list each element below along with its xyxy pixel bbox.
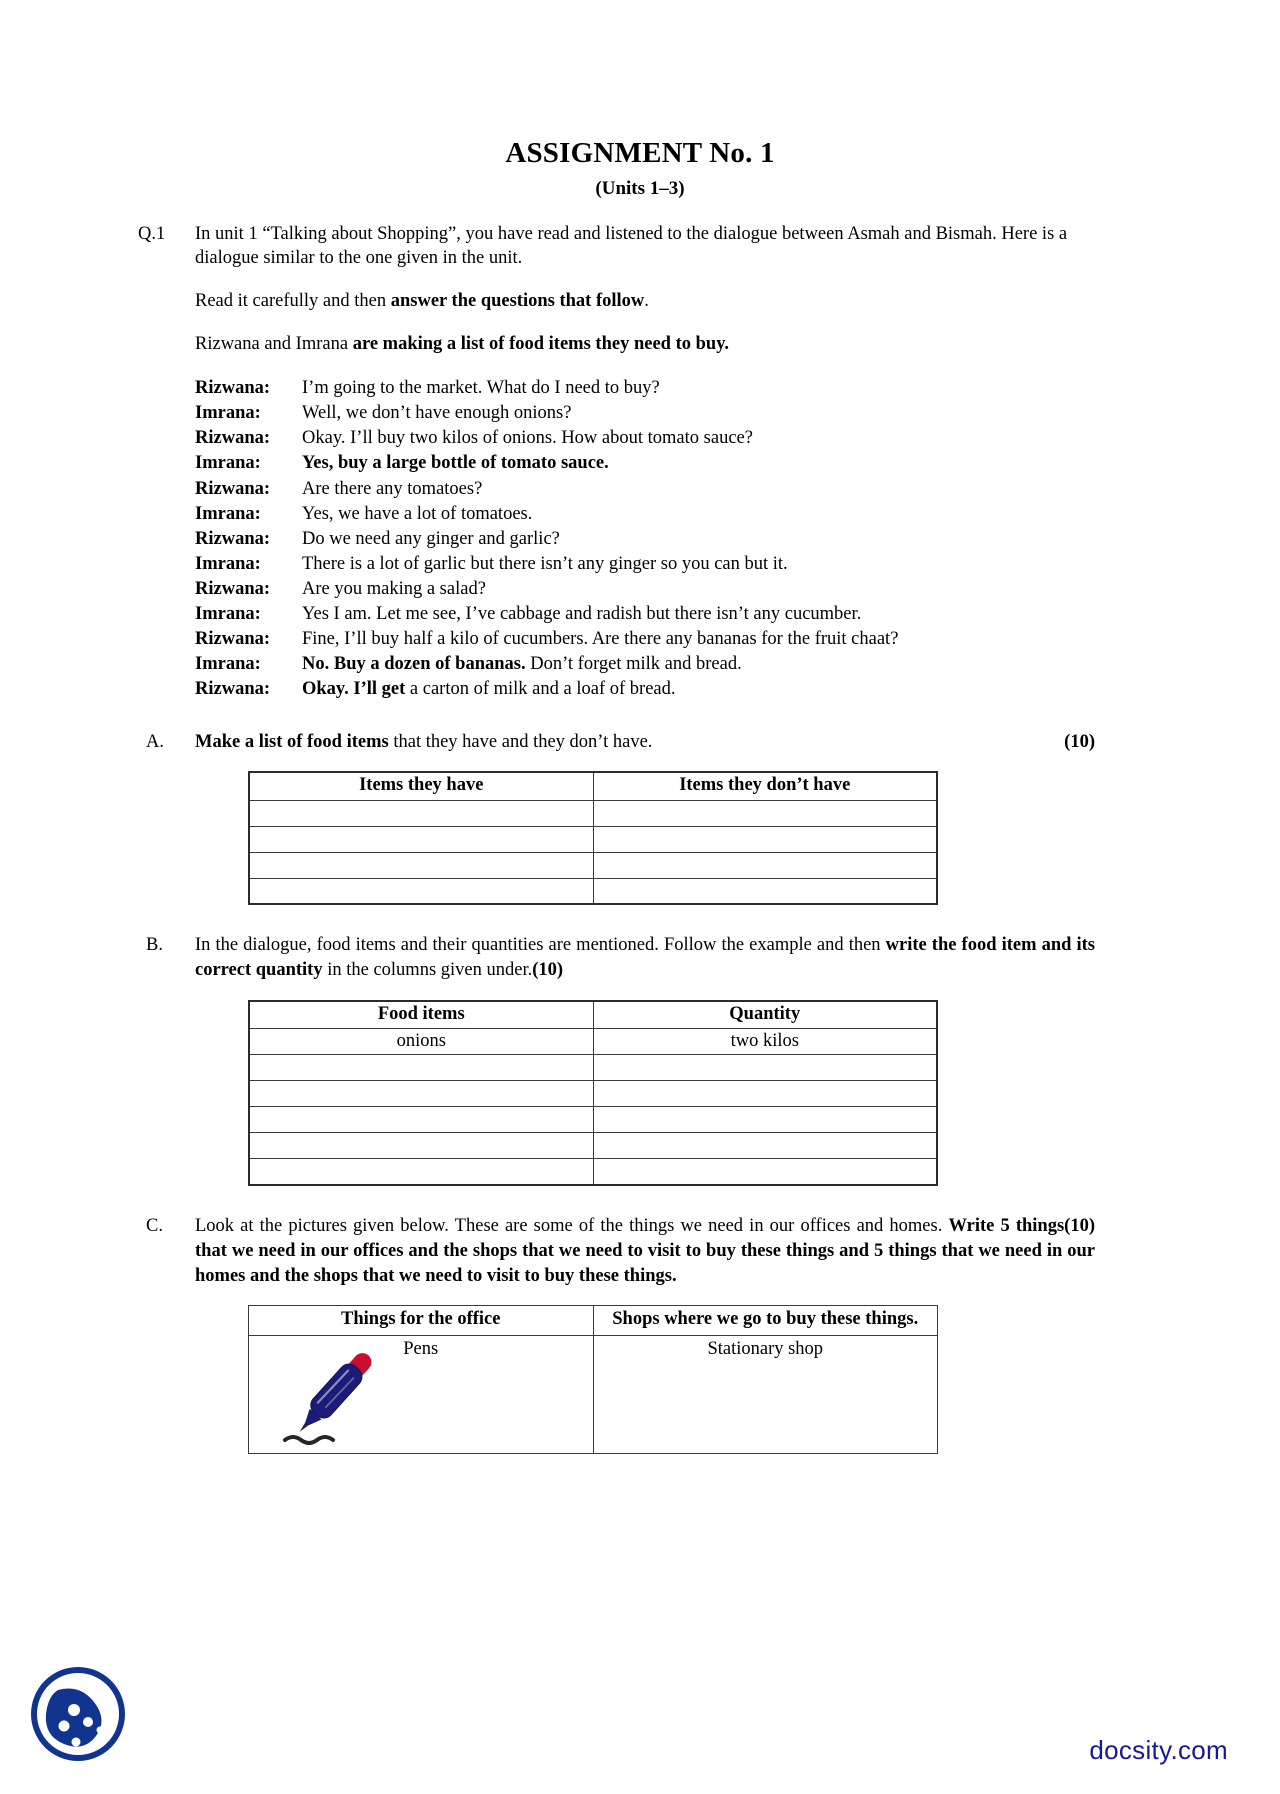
table-header-row [249, 1001, 937, 1029]
table-header-cell: Quantity [593, 1001, 937, 1029]
dialogue-line [195, 376, 1095, 401]
dialogue-text [302, 577, 1095, 602]
dialogue-text [302, 677, 1095, 702]
question-label: Q.1 [138, 223, 166, 244]
dialogue-line [195, 527, 1095, 552]
dialogue-line [195, 652, 1095, 677]
question-intro: In unit 1 “Talking about Shopping”, you have read and listened to the dialogue between Asmah and Bismah. Here is a dialogue similar to the one given in the unit. [195, 223, 1068, 269]
read-instruction-prefix: Read it carefully and then [195, 291, 391, 312]
dialogue-speaker: Imrana: [195, 403, 261, 424]
section-b-plain-tail: in the columns given under. [322, 960, 533, 981]
dialogue-speaker: Rizwana: [195, 679, 271, 700]
page-title: ASSIGNMENT No. 1 [505, 137, 775, 169]
dialogue-text [302, 527, 1095, 552]
dialogue-text-plain: Are you making a salad? [302, 578, 486, 599]
dialogue-line [195, 677, 1095, 702]
dialogue-speaker: Rizwana: [195, 478, 271, 499]
dialogue-text-plain: Yes, we have a lot of tomatoes. [302, 503, 533, 524]
table-header-row [249, 772, 937, 800]
section-a-marks: (10) [1064, 732, 1095, 753]
docsity-cookie-icon [28, 1664, 128, 1764]
dialogue-text [302, 602, 1095, 627]
items-table [248, 771, 938, 905]
question-row [138, 222, 1095, 271]
section-b-text [195, 933, 1095, 983]
table-cell[interactable] [249, 800, 593, 826]
dialogue-text-plain: Well, we don’t have enough onions? [302, 403, 572, 424]
dialogue-text-bold: Okay. I’ll get [302, 679, 406, 700]
dialogue-line [195, 552, 1095, 577]
section-c-marks: (10) [1064, 1215, 1095, 1236]
section-b [138, 933, 1095, 983]
dialogue-speaker: Imrana: [195, 603, 261, 624]
table-header-cell: Shops where we go to buy these things. [593, 1306, 938, 1336]
table-row [249, 1336, 938, 1454]
table-cell[interactable] [593, 1055, 937, 1081]
document-content [0, 222, 1280, 1454]
dialogue-line [195, 477, 1095, 502]
dialogue-line [195, 401, 1095, 426]
dialogue-text [302, 401, 1095, 426]
section-c-bold-body: Write 5 things that we need in our offices and the shops that we need to visit to buy these things and 5 things that we need in our homes and the shops that we need to visit to buy these things. [195, 1215, 1095, 1286]
dialogue-line [195, 451, 1095, 476]
table-cell[interactable] [593, 800, 937, 826]
page-subtitle: (Units 1–3) [595, 177, 685, 199]
table-header-cell: Items they don’t have [593, 772, 937, 800]
docsity-logo [28, 1664, 128, 1764]
read-instruction-bold: answer the questions that follow [390, 291, 645, 312]
dialogue-line [195, 577, 1095, 602]
table-cell[interactable] [593, 1107, 937, 1133]
section-b-bold-mid: write the food item and its correct quantity [195, 935, 1095, 981]
table-row [249, 1029, 937, 1055]
table-row [249, 826, 937, 852]
dialogue-text [302, 477, 1095, 502]
table-cell-shop[interactable]: Stationary shop [593, 1336, 938, 1454]
food-quantity-table [248, 1000, 938, 1186]
table-cell[interactable] [593, 1133, 937, 1159]
table-cell[interactable] [249, 852, 593, 878]
dialogue-line [195, 502, 1095, 527]
table-cell[interactable]: onions [249, 1029, 593, 1055]
dialogue-block [195, 376, 1095, 702]
dialogue-text [302, 502, 1095, 527]
docsity-watermark: docsity.com [1089, 1735, 1228, 1765]
table-row [249, 1081, 937, 1107]
read-instruction [195, 289, 1095, 314]
table-c-wrapper [248, 1305, 938, 1454]
table-header-cell: Things for the office [249, 1306, 594, 1336]
section-c [138, 1214, 1095, 1289]
section-a-text [195, 730, 1095, 755]
section-b-plain-lead: In the dialogue, food items and their quantities are mentioned. Follow the example and then [195, 935, 886, 956]
dialogue-text-plain: a carton of milk and a loaf of bread. [405, 679, 676, 700]
table-row [249, 1133, 937, 1159]
table-a-wrapper [248, 771, 938, 905]
dialogue-speaker: Rizwana: [195, 578, 271, 599]
title-block [0, 138, 1280, 200]
dialogue-line [195, 602, 1095, 627]
document-page [0, 138, 1280, 1794]
read-instruction-suffix: . [644, 291, 649, 312]
table-cell[interactable] [593, 826, 937, 852]
table-cell-label: Pens [403, 1339, 439, 1360]
dialogue-speaker: Rizwana: [195, 378, 271, 399]
table-cell[interactable] [249, 1133, 593, 1159]
section-a-letter: A. [146, 732, 164, 753]
table-cell[interactable] [249, 1081, 593, 1107]
dialogue-text-bold: Yes, buy a large bottle of tomato sauce. [302, 453, 609, 474]
dialogue-text-plain: There is a lot of garlic but there isn’t any ginger so you can but it. [302, 553, 788, 574]
dialogue-text [302, 552, 1095, 577]
dialogue-text-plain: Do we need any ginger and garlic? [302, 528, 560, 549]
table-cell[interactable] [593, 878, 937, 904]
dialogue-text-bold: No. Buy a dozen of bananas. [302, 653, 526, 674]
dialogue-text-plain: Fine, I’ll buy half a kilo of cucumbers. Are there any bananas for the fruit chaat? [302, 628, 899, 649]
dialogue-text-plain: Okay. I’ll buy two kilos of onions. How about tomato sauce? [302, 428, 753, 449]
table-b-wrapper [248, 1000, 938, 1186]
table-row [249, 1159, 937, 1185]
table-header-row [249, 1306, 938, 1336]
table-row [249, 800, 937, 826]
table-cell[interactable] [249, 1055, 593, 1081]
table-row [249, 1055, 937, 1081]
dialogue-lead-plain: Rizwana and Imrana [195, 333, 353, 354]
section-b-marks: (10) [532, 960, 564, 981]
section-c-plain-lead: Look at the pictures given below. These are some of the things we need in our offices and homes. [195, 1215, 949, 1236]
dialogue-speaker: Rizwana: [195, 428, 271, 449]
table-row [249, 852, 937, 878]
table-row [249, 878, 937, 904]
dialogue-line [195, 426, 1095, 451]
table-cell[interactable] [593, 852, 937, 878]
dialogue-text-plain: Don’t forget milk and bread. [525, 653, 742, 674]
table-cell[interactable] [593, 1081, 937, 1107]
table-header-cell: Items they have [249, 772, 593, 800]
dialogue-speaker: Imrana: [195, 653, 261, 674]
table-cell[interactable] [249, 1107, 593, 1133]
dialogue-line [195, 627, 1095, 652]
table-cell-office-item[interactable] [249, 1336, 594, 1454]
dialogue-text [302, 426, 1095, 451]
dialogue-text-plain: Are there any tomatoes? [302, 478, 483, 499]
pen-icon [271, 1342, 391, 1452]
dialogue-speaker: Rizwana: [195, 528, 271, 549]
table-cell[interactable] [249, 878, 593, 904]
section-a-bold-lead: Make a list of food items [195, 732, 389, 753]
dialogue-text [302, 627, 1095, 652]
section-a [138, 730, 1095, 755]
section-c-letter: C. [146, 1215, 163, 1236]
table-row [249, 1107, 937, 1133]
office-things-table [248, 1305, 938, 1454]
dialogue-text-plain: Yes I am. Let me see, I’ve cabbage and radish but there isn’t any cucumber. [302, 603, 862, 624]
section-a-rest: that they have and they don’t have. [388, 732, 653, 753]
dialogue-speaker: Rizwana: [195, 628, 271, 649]
table-cell[interactable] [249, 1159, 593, 1185]
dialogue-lead [195, 332, 1095, 357]
dialogue-text-plain: I’m going to the market. What do I need to buy? [302, 378, 660, 399]
dialogue-speaker: Imrana: [195, 453, 261, 474]
table-header-cell: Food items [249, 1001, 593, 1029]
table-cell[interactable] [249, 826, 593, 852]
table-cell[interactable] [593, 1159, 937, 1185]
dialogue-lead-bold: are making a list of food items they need to buy. [352, 333, 730, 354]
table-cell[interactable]: two kilos [593, 1029, 937, 1055]
dialogue-speaker: Imrana: [195, 503, 261, 524]
section-c-text [195, 1214, 1095, 1289]
dialogue-speaker: Imrana: [195, 553, 261, 574]
dialogue-text [302, 652, 1095, 677]
dialogue-text [302, 451, 1095, 476]
dialogue-text [302, 376, 1095, 401]
section-b-letter: B. [146, 935, 163, 956]
